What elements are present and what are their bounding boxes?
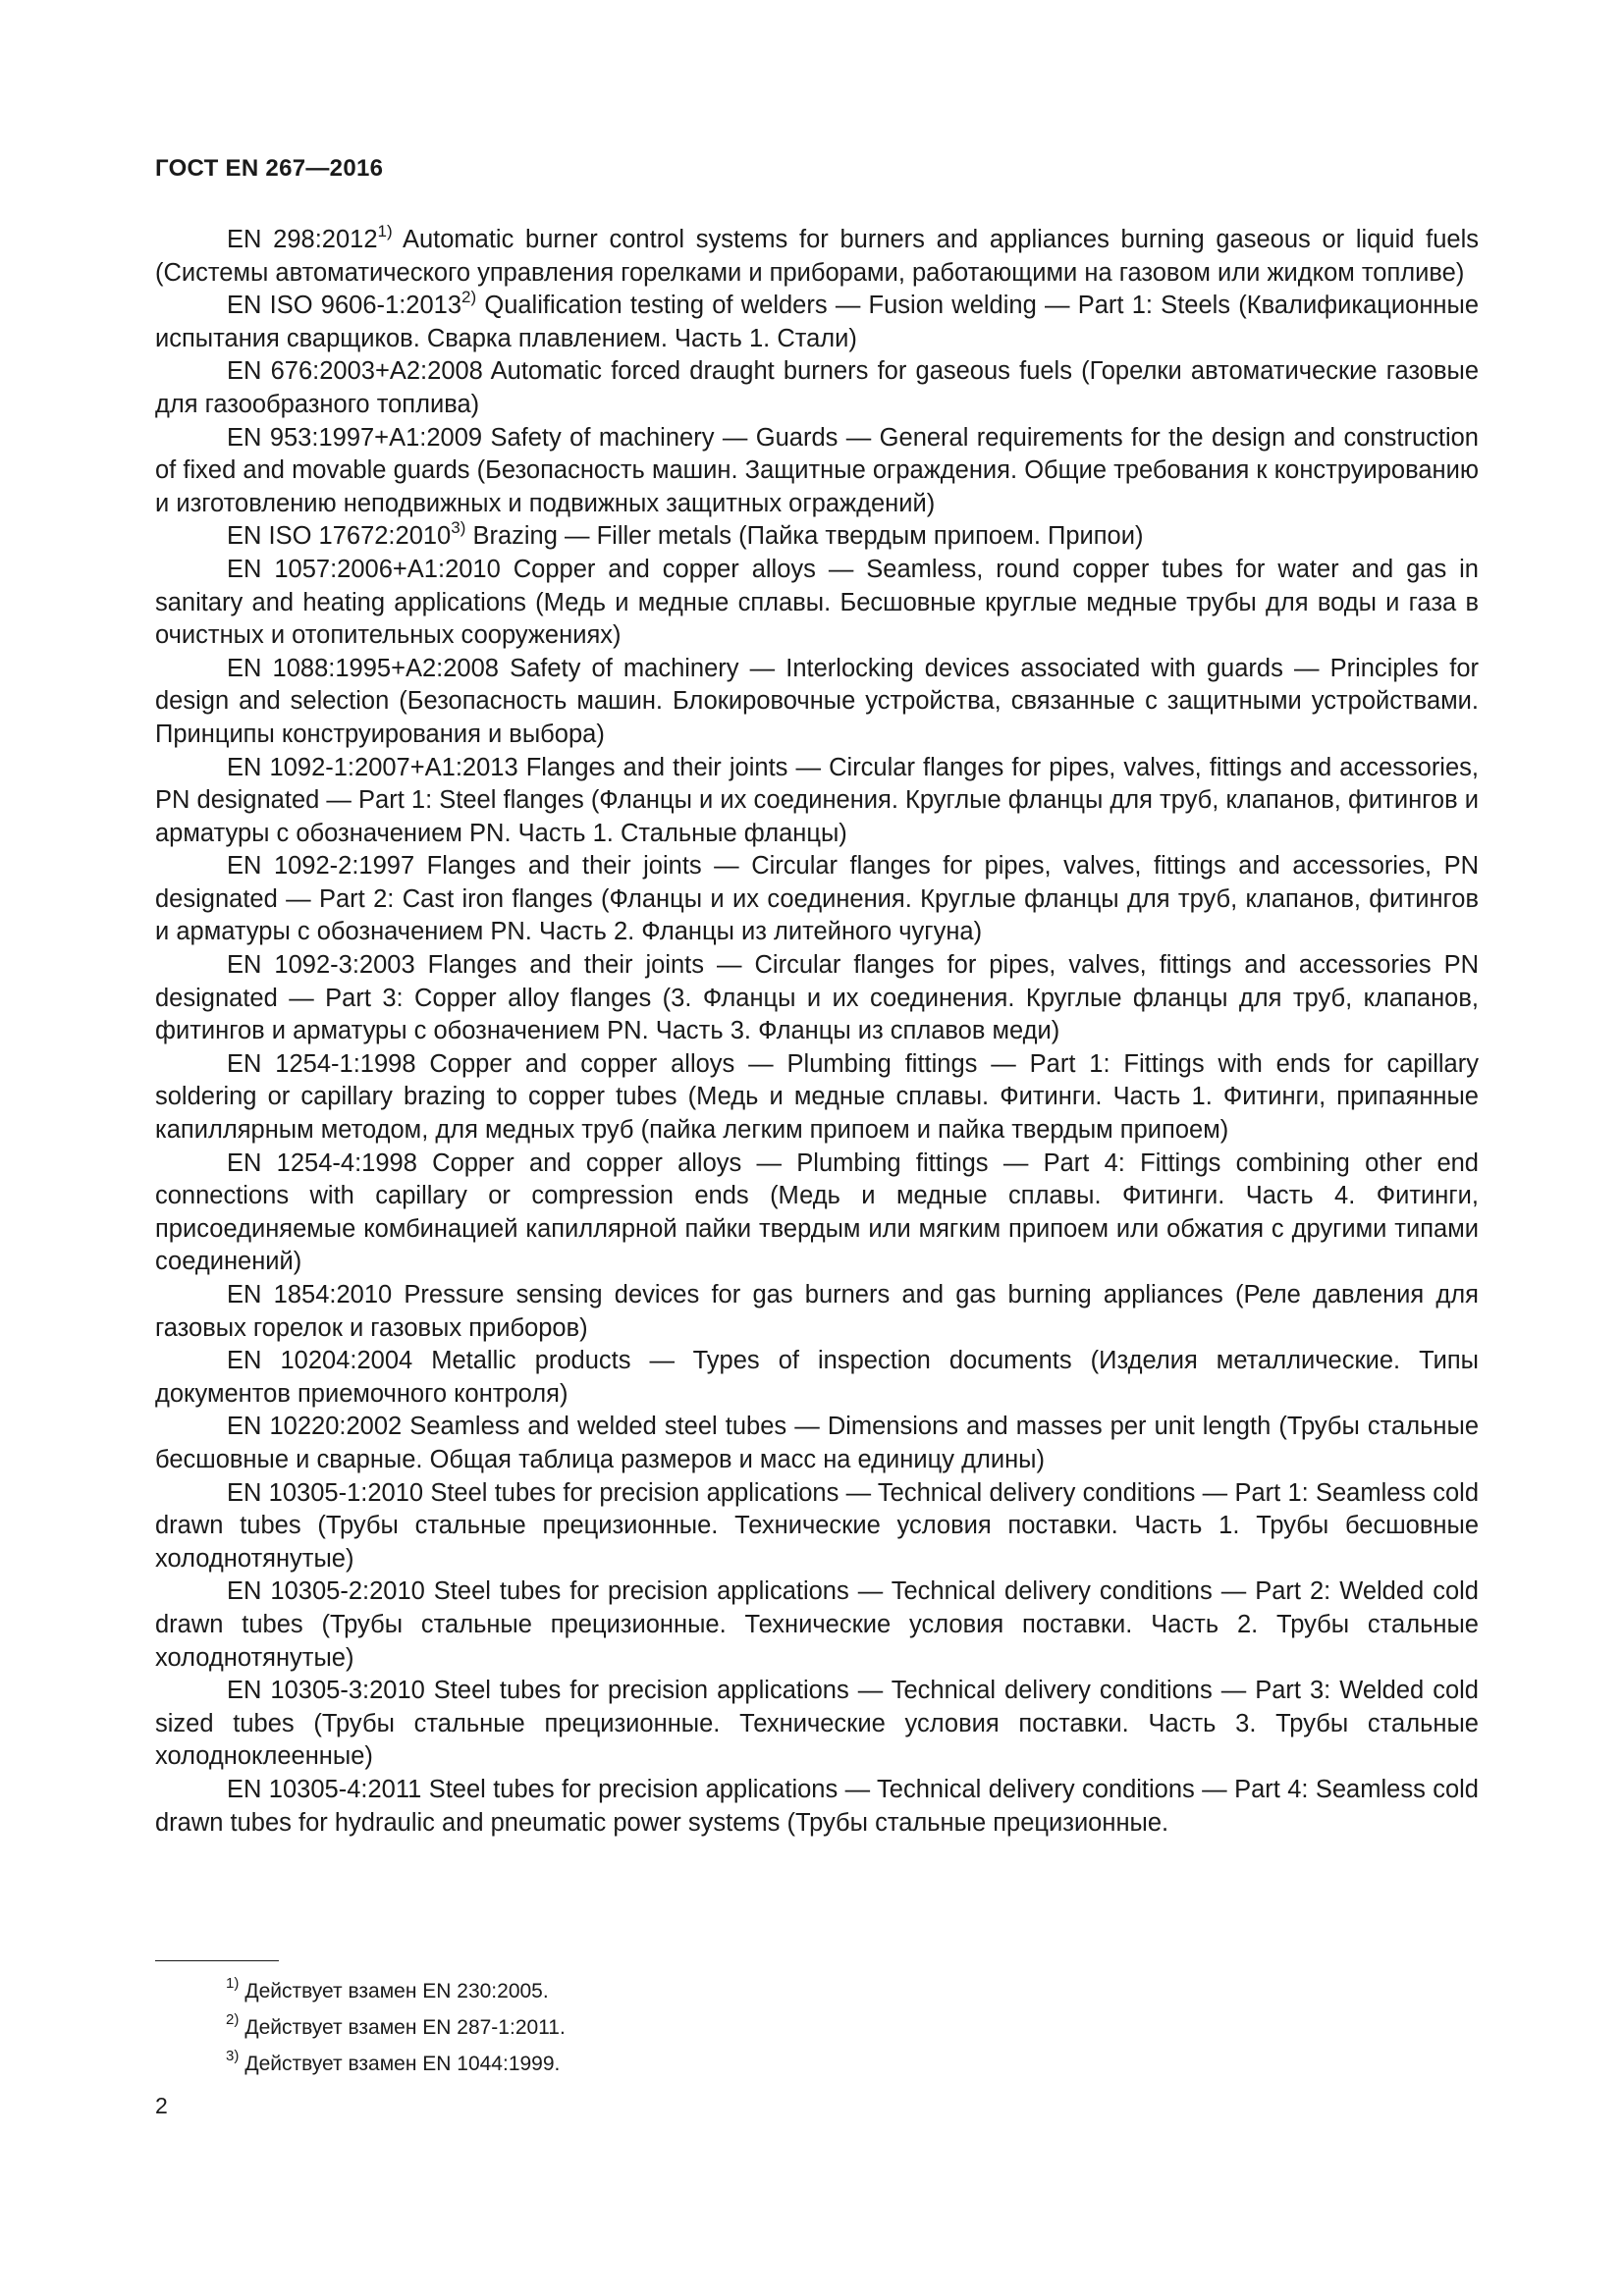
reference-text: EN 10204:2004 Metallic products — Types of inspection documents (Изделия металлические. Типы документов приемочного контроля)	[155, 1347, 1479, 1408]
footnote	[226, 2046, 566, 2082]
reference-item	[155, 1279, 1479, 1345]
reference-text: EN 1057:2006+A1:2010 Copper and copper alloys — Seamless, round copper tubes for water and gas in sanitary and heating applications (Медь и медные сплавы. Бесшовные круглые медные трубы для воды и газа в очистных и отопительных сооружениях)	[155, 555, 1479, 650]
reference-item	[155, 1148, 1479, 1279]
reference-text: EN 1854:2010 Pressure sensing devices for gas burners and gas burning appliances (Реле давления для газовых горелок и газовых приборов)	[155, 1281, 1479, 1342]
reference-text: EN 298:2012	[227, 226, 378, 253]
footnote-marker: 1)	[377, 221, 393, 240]
reference-item	[155, 1411, 1479, 1476]
reference-text: EN 1088:1995+A2:2008 Safety of machinery — Interlocking devices associated with guards — Principles for design and selection (Безопасность машин. Блокировочные устройства, связанные с защитными устройствами. Принципы конструирования и выбора)	[155, 654, 1479, 748]
footnote-text: Действует взамен EN 230:2005.	[244, 1980, 549, 2002]
footnote	[226, 2009, 566, 2046]
document-header-title: ГОСТ EN 267—2016	[155, 155, 384, 182]
reference-item	[155, 1675, 1479, 1774]
reference-item	[155, 949, 1479, 1048]
footnote-divider	[155, 1960, 279, 1961]
reference-item	[155, 850, 1479, 949]
reference-text: EN 1092-2:1997 Flanges and their joints — Circular flanges for pipes, valves, fittings and accessories, PN designated — Part 2: Cast iron flanges (Фланцы и их соединения. Круглые фланцы для труб, клапанов, фитингов и арматуры с обозначением PN. Часть 2. Фланцы из литейного чугуна)	[155, 852, 1479, 946]
reference-text: EN 953:1997+A1:2009 Safety of machinery — Guards — General requirements for the design and construction of fixed and movable guards (Безопасность машин. Защитные ограждения. Общие требования к конструированию и изготовлению неподвижных и подвижных защитных ограждений)	[155, 423, 1479, 517]
footnote-text: Действует взамен EN 287-1:2011.	[244, 2016, 566, 2039]
footnote-mark: 3)	[226, 2048, 240, 2064]
reference-item	[155, 1048, 1479, 1148]
reference-text-continued: Qualification testing of welders — Fusion welding — Part 1: Steels (Квалификационные испытания сварщиков. Сварка плавлением. Часть 1. Стали)	[155, 292, 1480, 352]
reference-text: EN 1254-1:1998 Copper and copper alloys — Plumbing fittings — Part 1: Fittings with ends for capillary soldering or capillary brazing to copper tubes (Медь и медные сплавы. Фитинги. Часть 1. Фитинги, припаянные капиллярным методом, для медных труб (пайка легким припоем и пайка твердым припоем)	[155, 1049, 1479, 1145]
normative-references-list	[155, 221, 1480, 1840]
reference-item	[155, 554, 1479, 653]
reference-text-continued: Brazing — Filler metals (Пайка твердым припоем. Припои)	[465, 522, 1144, 551]
reference-text: EN 1092-1:2007+A1:2013 Flanges and their joints — Circular flanges for pipes, valves, fittings and accessories, PN designated — Part 1: Steel flanges (Фланцы и их соединения. Круглые фланцы для труб, клапанов, фитингов и арматуры с обозначением PN. Часть 1. Стальные фланцы)	[155, 753, 1479, 847]
reference-item	[155, 752, 1479, 851]
reference-text: EN 10220:2002 Seamless and welded steel tubes — Dimensions and masses per unit length (Трубы стальные бесшовные и сварные. Общая таблица размеров и масс на единицу длины)	[155, 1413, 1479, 1473]
reference-item	[155, 1477, 1479, 1576]
reference-text: EN 10305-3:2010 Steel tubes for precision applications — Technical delivery conditions — Part 3: Welded cold sized tubes (Трубы стальные прецизионные. Технические условия поставки. Часть 3. Трубы стальные холодноклеенные)	[155, 1677, 1479, 1771]
reference-text: EN 676:2003+A2:2008 Automatic forced draught burners for gaseous fuels (Горелки автоматические газовые для газообразного топлива)	[155, 357, 1479, 418]
reference-text-continued: Automatic burner control systems for burners and appliances burning gaseous or liquid fuels (Системы автоматического управления горелками и приборами, работающими на газовом или жидком топливе)	[155, 226, 1479, 287]
reference-item	[155, 1575, 1479, 1675]
footnotes	[226, 1973, 566, 2082]
page-number: 2	[155, 2093, 168, 2118]
reference-item	[155, 653, 1479, 752]
reference-text: EN 10305-1:2010 Steel tubes for precision applications — Technical delivery conditions — Part 1: Seamless cold drawn tubes (Трубы стальные прецизионные. Технические условия поставки. Часть 1. Трубы бесшовные холоднотянутые)	[155, 1478, 1479, 1573]
footnote-marker: 2)	[461, 287, 477, 306]
footnote	[226, 1973, 566, 2009]
reference-item	[155, 422, 1479, 521]
reference-item	[155, 1774, 1479, 1840]
footnote-mark: 2)	[226, 2011, 240, 2028]
reference-text: EN ISO 17672:2010	[227, 522, 452, 551]
reference-text: EN 1092-3:2003 Flanges and their joints — Circular flanges for pipes, valves, fittings and accessories PN designated — Part 3: Copper alloy flanges (3. Фланцы и их соединения. Круглые фланцы для труб, клапанов, фитингов и арматуры с обозначением PN. Часть 3. Фланцы из сплавов меди)	[155, 951, 1479, 1045]
reference-text: EN 1254-4:1998 Copper and copper alloys — Plumbing fittings — Part 4: Fittings combining other end connections with capillary or compression ends (Медь и медные сплавы. Фитинги. Часть 4. Фитинги, присоединяемые комбинацией капиллярной пайки твердым или мягким припоем или обжатия с другими типами соединений)	[155, 1148, 1479, 1276]
reference-item	[155, 517, 1479, 554]
reference-text: EN 10305-4:2011 Steel tubes for precision applications — Technical delivery conditions — Part 4: Seamless cold drawn tubes for hydraulic and pneumatic power systems (Трубы стальные прецизионные.	[155, 1775, 1479, 1837]
reference-item	[155, 287, 1480, 355]
footnote-text: Действует взамен EN 1044:1999.	[244, 2053, 561, 2075]
reference-item	[155, 1345, 1479, 1411]
reference-text: EN ISO 9606-1:2013	[227, 292, 462, 320]
reference-text: EN 10305-2:2010 Steel tubes for precision applications — Technical delivery conditions — Part 2: Welded cold drawn tubes (Трубы стальные прецизионные. Технические условия поставки. Часть 2. Трубы стальные холоднотянутые)	[155, 1577, 1479, 1672]
footnote-marker: 3)	[451, 517, 466, 537]
reference-item	[155, 221, 1479, 290]
footnote-mark: 1)	[226, 1975, 240, 1992]
reference-item	[155, 355, 1479, 421]
